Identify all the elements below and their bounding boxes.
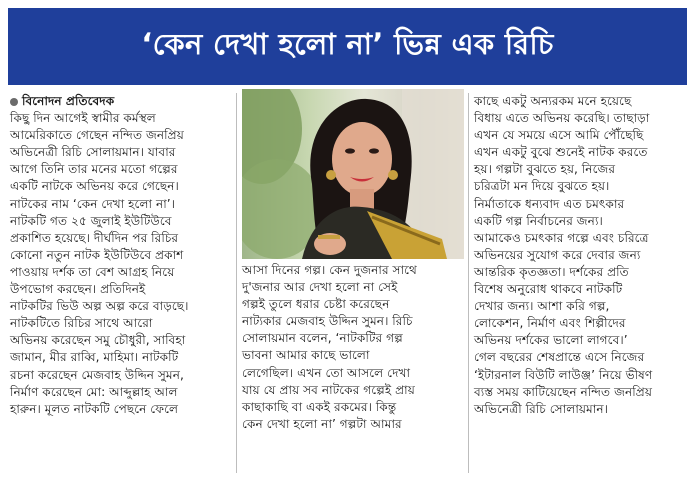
byline — [10, 93, 230, 110]
column-1-text — [10, 110, 230, 418]
text-line: রচনা করেছেন মেজবাহ উদ্দিন সুমন, — [10, 367, 184, 382]
headline: ‘কেন দেখা হলো না’ ভিন্ন এক রিচি — [141, 27, 554, 61]
text-line: অভিনয় করেছেন সমু চৌধুরী, সাবিহা — [10, 333, 186, 348]
text-line: নাট্যকার মেজবাহ উদ্দিন সুমন। রিচি — [242, 314, 413, 329]
article-column-1 — [10, 93, 230, 418]
text-line: এখন একটু বুঝে শুনেই নাটক করতে — [474, 145, 648, 160]
bullet-icon — [10, 98, 18, 106]
text-line: পাওয়ায় দর্শক তা বেশ আগ্রহ নিয়ে — [10, 264, 175, 279]
text-line: লোকেশন, নির্মাণ এবং শিল্পীদের — [474, 316, 626, 331]
text-line: আসা দিনের গল্প। কেন দুজনার সাথে — [242, 263, 417, 277]
text-line: কাছে একটু অন্যরকম মনে হয়েছে — [474, 94, 632, 108]
text-line: আমেরিকাতে গেছেন নন্দিত জনপ্রিয় — [10, 128, 184, 143]
text-line: কেন দেখা হলো না’ গল্পটা আমার — [242, 416, 402, 431]
column-divider — [236, 93, 237, 473]
text-line: উপভোগ করছেন। প্রতিদিনই — [10, 282, 146, 297]
text-line: অভিনেত্রী রিচি সোলায়মান। যাবার — [10, 145, 176, 160]
text-line: বিশেষ অনুরোধ থাকবে নাটকটি — [474, 282, 623, 297]
text-line: অভিনেত্রী রিচি সোলায়মান। — [474, 401, 608, 416]
text-line: গল্পই তুলে ধরার চেষ্টা করেছেন — [242, 297, 390, 312]
text-line: কাছাকাছি বা একই রকমের। কিন্তু — [242, 399, 397, 414]
text-line: একটি গল্প নির্বাচনের জন্য। — [474, 213, 603, 228]
portrait-image — [242, 89, 464, 259]
text-line: হয়। গল্পটা বুঝতে হয়, নিজের — [474, 162, 616, 177]
article-column-2 — [242, 262, 464, 433]
column-2-text — [242, 262, 464, 433]
text-line: দেখার জন্য। আশা করি গল্প, — [474, 299, 610, 314]
byline-text: বিনোদন প্রতিবেদক — [22, 94, 115, 108]
actress-photo — [242, 89, 464, 259]
text-line: ব্যস্ত সময় কাটিয়েছেন নন্দিত জনপ্রিয় — [474, 384, 653, 399]
text-line: একটি নাটকে অভিনয় করে গেছেন। — [10, 179, 179, 194]
text-line: সোলায়মান বলেন, ‘নাটকটির গল্প — [242, 331, 403, 346]
text-line: প্রকাশিত হয়েছে। দীর্ঘদিন পর রিচির — [10, 230, 179, 245]
article-column-3 — [474, 93, 689, 418]
text-line: আমাকেও চমৎকার গল্পে এবং চরিত্রে — [474, 230, 649, 245]
text-line: লেগেছিল। এখন তো আসলে দেখা — [242, 365, 411, 380]
text-line: বিধায় এতে অভিনয় করেছি। তাছাড়া — [474, 111, 650, 126]
text-line: নাটকটি গত ২৫ জুলাই ইউটিউবে — [10, 213, 172, 228]
text-line: অভিনয় দর্শকের ভালো লাগবে।’ — [474, 333, 628, 348]
text-line: নাটকটিতে রিচির সাথে আরো — [10, 316, 153, 331]
text-line: ‘ইটারনাল বিউটি লাউঞ্জ’ নিয়ে ভীষণ — [474, 367, 653, 382]
text-line: গেল বছরের শেষপ্রান্তে এসে নিজের — [474, 350, 645, 365]
text-line: নাটকের নাম ‘কেন দেখা হলো না’। — [10, 196, 175, 211]
text-line: নির্মাতাকে ধন্যবাদ এত চমৎকার — [474, 196, 625, 211]
text-line: নাটকটির ভিউ অল্প অল্প করে বাড়ছে। — [10, 299, 189, 314]
column-divider — [468, 93, 469, 473]
text-line: নির্মাণ করেছেন মো: আব্দুল্লাহ আল — [10, 384, 178, 399]
column-3-text — [474, 93, 689, 418]
text-line: আগে তিনি তার মনের মতো গল্পের — [10, 162, 178, 177]
text-line: জামান, মীর রাব্বি, মাহিমা। নাটকটি — [10, 350, 179, 365]
text-line: কিছু দিন আগেই স্বামীর কর্মস্থল — [10, 111, 156, 126]
text-line: চরিত্রটা মন দিয়ে বুঝতে হয়। — [474, 179, 610, 194]
text-line: এখন যে সময়ে এসে আমি পৌঁছেছি — [474, 128, 644, 143]
text-line: ভাবনা আমার কাছে ভালো — [242, 348, 370, 363]
text-line: অভিনয়ের সুযোগ করে দেবার জন্য — [474, 247, 641, 262]
text-line: দু'জনার আর দেখা হলো না সেই — [242, 280, 398, 295]
text-line: কোনো নতুন নাটক ইউটিউবে প্রকাশ — [10, 247, 184, 262]
headline-banner — [8, 8, 687, 85]
text-line: আন্তরিক কৃতজ্ঞতা। দর্শকের প্রতি — [474, 264, 629, 279]
text-line: যায় যে প্রায় সব নাটকের গল্পেই প্রায় — [242, 382, 415, 397]
text-line: হারুন। মূলত নাটকটি পেছনে ফেলে — [10, 401, 179, 416]
